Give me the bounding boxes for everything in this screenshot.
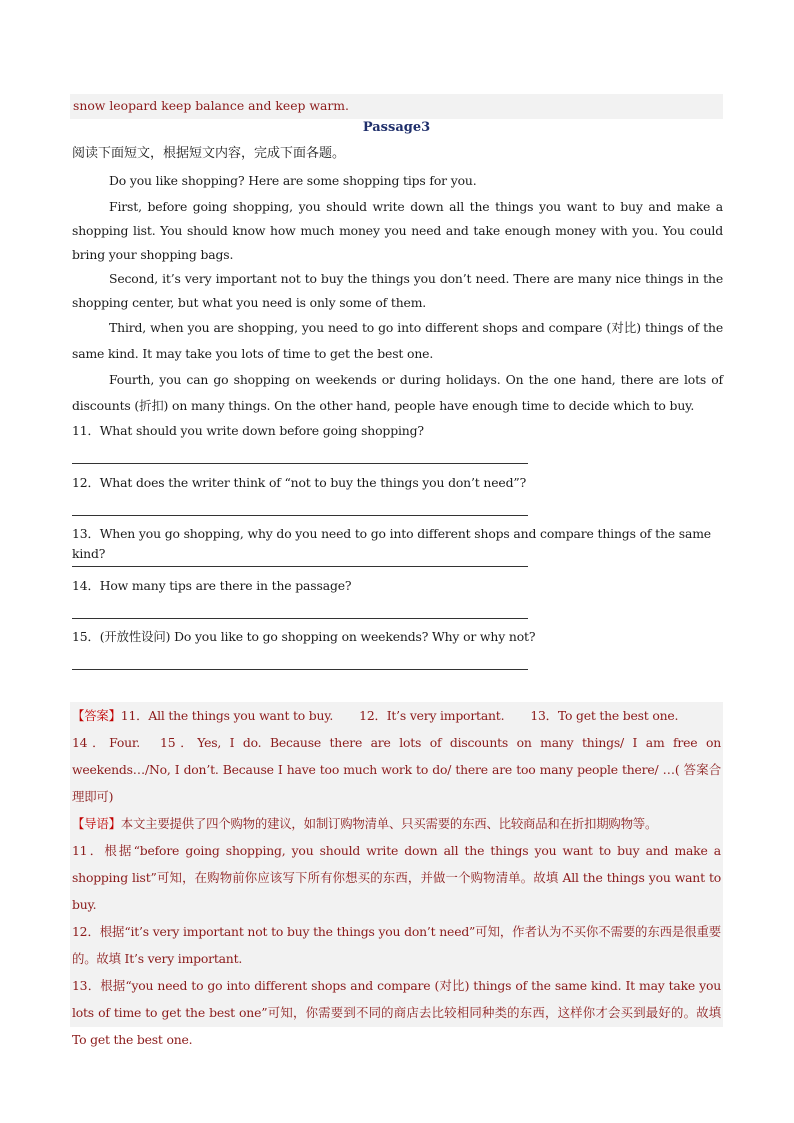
answer-line-15[interactable] [72, 669, 528, 670]
passage-paragraph-2: First, before going shopping, you should write down all the things you want to buy and make a shopping list. You should know how much money you need and take enough money with you. You could bring your shopping bags. [72, 199, 723, 262]
answer-section [70, 702, 723, 1047]
answer-row-2 [70, 729, 723, 810]
answer-line-12[interactable] [72, 515, 528, 516]
explanation-11: 11．根据“before going shopping, you should write down all the things you want to buy and make a shopping list”可知，在购物前你应该写下所有你想买的东西，并做一个购物清单。故填 All the things you want to buy. [72, 843, 721, 912]
answer-row-1 [70, 702, 723, 729]
passage-body [72, 169, 723, 419]
explanation-12: 12．根据“it’s very important not to buy the things you don’t need”可知，作者认为不买你不需要的东西是很重要的。故填 It’s very important. [72, 924, 721, 966]
passage-paragraph-1: Do you like shopping? Here are some shopping tips for you. [109, 173, 477, 188]
explanation-13: 13．根据“you need to go into different shops and compare (对比) things of the same kind. It may take you lots of time to get the best one”可知，你需要到不同的商店去比较相同种类的东西，这样你才会买到最好的。故填 To get the best one. [72, 978, 721, 1047]
answer-15: 15．Yes, I do. Because there are lots of discounts on many things/ I am free on weekends…/No, I don’t. Because I have too much work to do/ there are too many people there/ …( 答案合理即可) [72, 735, 721, 804]
guide-label: 【导语】 [72, 816, 121, 831]
question-14: 14．How many tips are there in the passage? [72, 578, 352, 593]
answer-line-11[interactable] [72, 463, 528, 464]
question-13: 13．When you go shopping, why do you need to go into different shops and compare things of the same kind? [72, 526, 711, 561]
instruction: 阅读下面短文，根据短文内容，完成下面各题。 [72, 146, 346, 161]
answer-14: 14．Four. [72, 735, 141, 750]
answer-13: 13．To get the best one. [530, 708, 679, 723]
passage-title: Passage3 [362, 120, 431, 135]
previous-answer-text: snow leopard keep balance and keep warm. [73, 98, 350, 113]
question-11: 11．What should you write down before going shopping? [72, 423, 424, 438]
answer-12: 12．It’s very important. [359, 708, 505, 723]
previous-answer-band [70, 94, 723, 119]
answer-label: 【答案】 [72, 708, 121, 723]
question-15: 15．(开放性设问) Do you like to go shopping on weekends? Why or why not? [72, 629, 536, 644]
answer-11: 11．All the things you want to buy. [120, 708, 334, 723]
passage-paragraph-5: Fourth, you can go shopping on weekends or during holidays. On the one hand, there are lots of discounts (折扣) on many things. On the other hand, people have enough time to decide which to buy. [72, 372, 723, 413]
passage-paragraph-3: Second, it’s very important not to buy the things you don’t need. There are many nice things in the shopping center, but what you need is only some of them. [72, 271, 723, 310]
question-12: 12．What does the writer think of “not to buy the things you don’t need”? [72, 475, 527, 490]
answer-line-14[interactable] [72, 618, 528, 619]
passage-paragraph-4: Third, when you are shopping, you need to go into different shops and compare (对比) things of the same kind. It may take you lots of time to get the best one. [72, 320, 723, 361]
answer-line-13[interactable] [72, 566, 528, 567]
guide-row [70, 810, 723, 837]
guide-text: 本文主要提供了四个购物的建议，如制订购物清单、只买需要的东西、比较商品和在折扣期购物等。 [120, 816, 658, 831]
